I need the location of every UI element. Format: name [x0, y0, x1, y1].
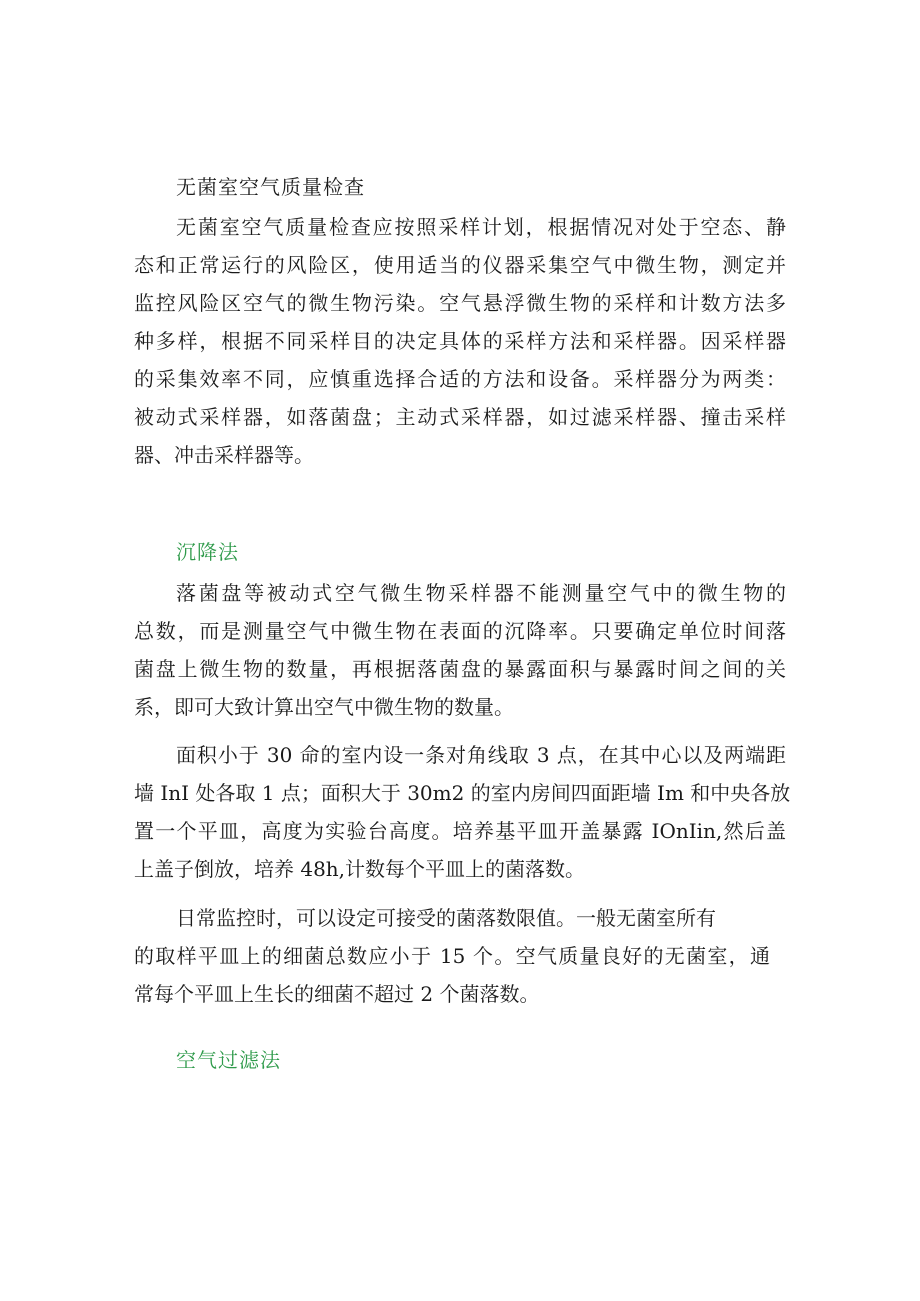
document-title: 无菌室空气质量检查 [176, 175, 365, 199]
section-heading-air-filtration: 空气过滤法 [176, 1048, 281, 1072]
intro-line: 监控风险区空气的微生物污染。空气悬浮微生物的采样和计数方法多 [134, 291, 786, 315]
paragraph-line: 面积小于 30 命的室内设一条对角线取 3 点，在其中心以及两端距 [176, 743, 786, 767]
paragraph-line: 置一个平皿，高度为实验台高度。培养基平皿开盖暴露 IOnIin,然后盖 [134, 819, 786, 843]
sedimentation-paragraph-2 [134, 736, 791, 888]
intro-paragraph [134, 208, 786, 474]
sedimentation-paragraph-3 [134, 899, 786, 1013]
intro-line: 器、冲击采样器等。 [134, 443, 314, 467]
paragraph-line: 常每个平皿上生长的细菌不超过 2 个菌落数。 [134, 982, 540, 1006]
intro-line: 被动式采样器，如落菌盘；主动式采样器，如过滤采样器、撞击采样 [134, 405, 786, 429]
section-heading-sedimentation: 沉降法 [176, 540, 239, 564]
paragraph-line: 菌盘上微生物的数量，再根据落菌盘的暴露面积与暴露时间之间的关 [134, 657, 786, 681]
intro-line: 无菌室空气质量检查应按照采样计划，根据情况对处于空态、静 [176, 215, 786, 239]
paragraph-line: 墙 InI 处各取 1 点；面积大于 30m2 的室内房间四面距墙 Im 和中央各放 [134, 781, 791, 805]
intro-line: 种多样，根据不同采样目的决定具体的采样方法和采样器。因采样器 [134, 329, 786, 353]
paragraph-line: 系，即可大致计算出空气中微生物的数量。 [134, 695, 514, 719]
paragraph-line: 日常监控时，可以设定可接受的菌落数限值。一般无菌室所有 [176, 906, 716, 930]
paragraph-line: 上盖子倒放，培养 48h,计数每个平皿上的菌落数。 [134, 857, 586, 881]
paragraph-line: 落菌盘等被动式空气微生物采样器不能测量空气中的微生物的 [176, 581, 786, 605]
intro-line: 的采集效率不同，应慎重选择合适的方法和设备。采样器分为两类： [134, 367, 786, 391]
paragraph-line: 的取样平皿上的细菌总数应小于 15 个。空气质量良好的无菌室，通 [134, 944, 770, 968]
paragraph-line: 总数，而是测量空气中微生物在表面的沉降率。只要确定单位时间落 [134, 619, 786, 643]
intro-line: 态和正常运行的风险区，使用适当的仪器采集空气中微生物，测定并 [134, 253, 786, 277]
sedimentation-paragraph-1 [134, 574, 786, 726]
